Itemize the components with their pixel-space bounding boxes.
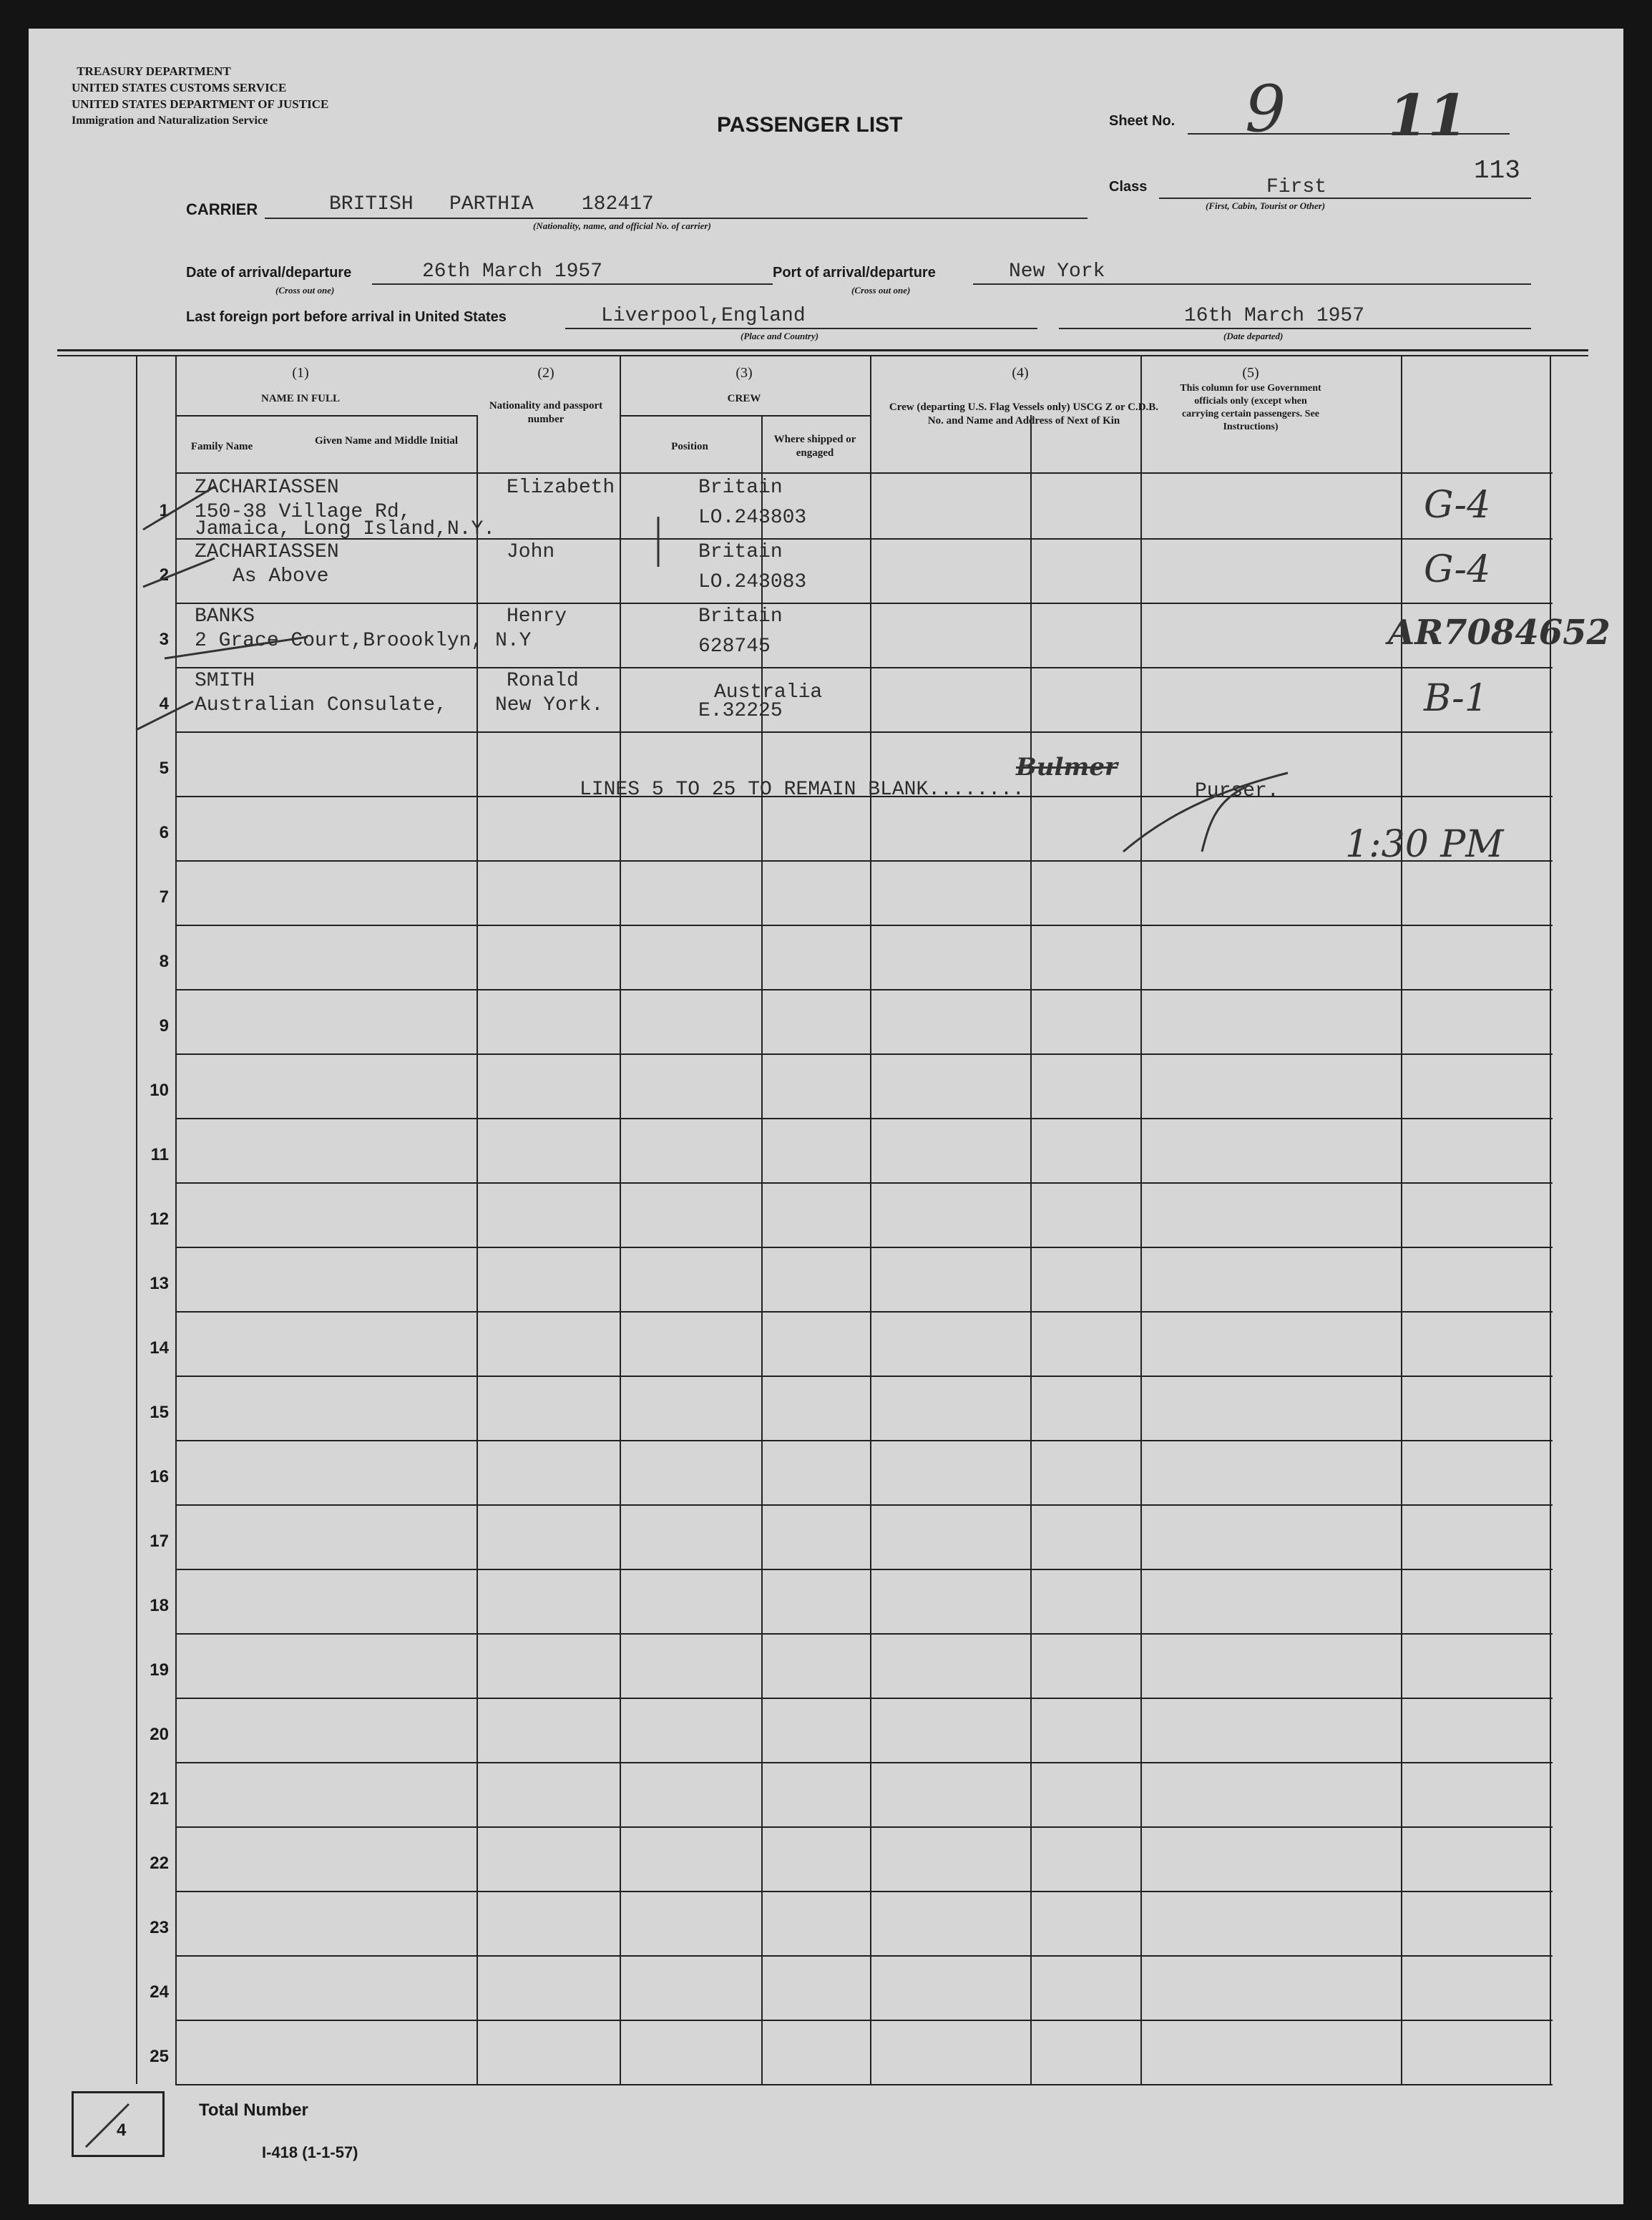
row-number: 21 — [150, 1789, 169, 1808]
row-number: 3 — [159, 630, 169, 649]
col2-number: (2) — [537, 365, 554, 381]
nationality: Britain — [698, 541, 783, 563]
row-number: 14 — [150, 1338, 169, 1358]
blank-lines-note: LINES 5 TO 25 TO REMAIN BLANK........ — [580, 779, 1025, 801]
handwriting-overlay — [29, 29, 1623, 2204]
row-number: 10 — [150, 1081, 169, 1100]
family-name: SMITH — [195, 670, 255, 692]
row-number: 17 — [150, 1532, 169, 1551]
family-name: BANKS — [195, 605, 255, 628]
row-number: 1 — [159, 501, 169, 520]
row-number: 22 — [150, 1854, 169, 1873]
form-title: PASSENGER LIST — [717, 113, 903, 137]
official-mark: G-4 — [1424, 484, 1491, 527]
nationality: Australia — [714, 681, 823, 704]
row-number: 5 — [159, 759, 169, 778]
row-number: 25 — [150, 2047, 169, 2066]
port-label: Port of arrival/departure — [773, 265, 936, 281]
arrival-date-label: Date of arrival/departure — [186, 265, 352, 281]
form-number: I-418 (1-1-57) — [262, 2143, 358, 2161]
agency-line-3: UNITED STATES DEPARTMENT OF JUSTICE — [72, 97, 329, 111]
row-number: 24 — [150, 1982, 169, 2002]
col3-title: CREW — [727, 393, 761, 404]
stamp-number: 113 — [1474, 156, 1520, 185]
row-number: 18 — [150, 1596, 169, 1615]
total-count: 4 — [117, 2121, 127, 2140]
row-number: 13 — [150, 1274, 169, 1293]
address-line-1: 2 Grace Court,Broooklyn, N.Y — [195, 630, 532, 652]
col3-number: (3) — [735, 365, 753, 381]
given-name: John — [507, 541, 555, 563]
row-number: 16 — [150, 1467, 169, 1486]
address-line-2: Jamaica, Long Island,N.Y. — [195, 518, 496, 540]
official-mark: G-4 — [1424, 548, 1491, 591]
row-number: 9 — [159, 1016, 169, 1036]
last-port-hint: (Place and Country) — [741, 331, 819, 341]
given-name: Henry — [507, 605, 567, 628]
row2-strike-mark — [143, 558, 215, 587]
sheet-number-handwritten-2: 11 — [1388, 82, 1468, 149]
address-line-1: Australian Consulate, — [195, 694, 447, 716]
passport-number: LO.243083 — [698, 571, 807, 593]
purser-signature: Bulmer — [1016, 753, 1118, 782]
row4-strike-mark — [136, 701, 193, 730]
nationality: Britain — [698, 605, 783, 628]
given-name: Elizabeth — [507, 477, 615, 499]
where-shipped-header: Where shipped or engaged — [773, 434, 856, 459]
purser-signature-stroke-2 — [1202, 787, 1245, 852]
departed-value: 16th March 1957 — [1184, 305, 1365, 327]
carrier-value: BRITISH PARTHIA 182417 — [329, 193, 654, 215]
row-number: 20 — [150, 1725, 169, 1744]
carrier-hint: (Nationality, name, and official No. of carrier) — [533, 220, 711, 231]
row-number: 4 — [159, 694, 169, 714]
row3-strike-mark — [165, 637, 308, 658]
time-note: 1:30 PM — [1345, 823, 1504, 866]
total-box-check — [86, 2104, 129, 2147]
family-name: ZACHARIASSEN — [195, 477, 339, 499]
last-port-label: Last foreign port before arrival in United States — [186, 309, 507, 325]
agency-line-1: TREASURY DEPARTMENT — [77, 64, 231, 78]
row1-strike-mark — [143, 487, 215, 530]
row-number: 6 — [159, 823, 169, 842]
last-port-value: Liverpool,England — [601, 305, 806, 327]
given-name-header: Given Name and Middle Initial — [314, 435, 459, 447]
arrival-date-hint: (Cross out one) — [275, 285, 335, 296]
arrival-date-value: 26th March 1957 — [422, 261, 603, 283]
class-hint: (First, Cabin, Tourist or Other) — [1206, 200, 1326, 211]
row-number: 2 — [159, 565, 169, 585]
carrier-label: CARRIER — [186, 200, 258, 218]
row-number: 11 — [150, 1145, 169, 1164]
sheet-label: Sheet No. — [1109, 113, 1176, 129]
row-number: 19 — [150, 1660, 169, 1680]
address-line-1: As Above — [233, 565, 329, 588]
official-mark: AR7084652 — [1388, 613, 1611, 653]
col2-title: Nationality and passport number — [489, 400, 603, 425]
row-number: 12 — [150, 1209, 169, 1229]
col5-title: This column for use Government officials only (except when carrying certain passengers. See Instructions) — [1180, 383, 1321, 432]
col4-number: (4) — [1012, 365, 1029, 381]
nationality: Britain — [698, 477, 783, 499]
col4-title: Crew (departing U.S. Flag Vessels only) USCG Z or C.D.B. No. and Name and Address of Next of Kin — [889, 401, 1159, 427]
purser-label: Purser. — [1195, 780, 1279, 802]
port-hint: (Cross out one) — [851, 285, 911, 296]
sheet-number-handwritten: 9 — [1245, 72, 1286, 147]
family-name: ZACHARIASSEN — [195, 541, 339, 563]
class-value: First — [1266, 176, 1327, 198]
row-number: 23 — [150, 1918, 169, 1937]
row-number: 7 — [159, 887, 169, 907]
departed-hint: (Date departed) — [1223, 331, 1284, 341]
given-name-line-2: New York. — [495, 694, 604, 716]
position-header: Position — [671, 441, 708, 452]
agency-line-4: Immigration and Naturalization Service — [72, 115, 268, 127]
agency-line-2: UNITED STATES CUSTOMS SERVICE — [72, 81, 287, 94]
col5-number: (5) — [1242, 365, 1259, 381]
official-mark: B-1 — [1424, 677, 1488, 720]
passport-number: E.32225 — [698, 700, 783, 722]
given-name: Ronald — [507, 670, 579, 692]
passport-number: LO.243803 — [698, 507, 807, 529]
family-name-header: Family Name — [190, 441, 253, 452]
col1-number: (1) — [292, 365, 309, 381]
col1-title: NAME IN FULL — [260, 393, 340, 404]
row-number: 8 — [159, 952, 169, 971]
class-label: Class — [1109, 179, 1148, 195]
passport-number: 628745 — [698, 636, 771, 658]
row-number: 15 — [150, 1403, 169, 1422]
passenger-list-form — [29, 29, 1623, 2204]
port-value: New York — [1009, 261, 1105, 283]
total-label: Total Number — [199, 2100, 308, 2120]
address-line-1: 150-38 Village Rd, — [195, 501, 411, 523]
